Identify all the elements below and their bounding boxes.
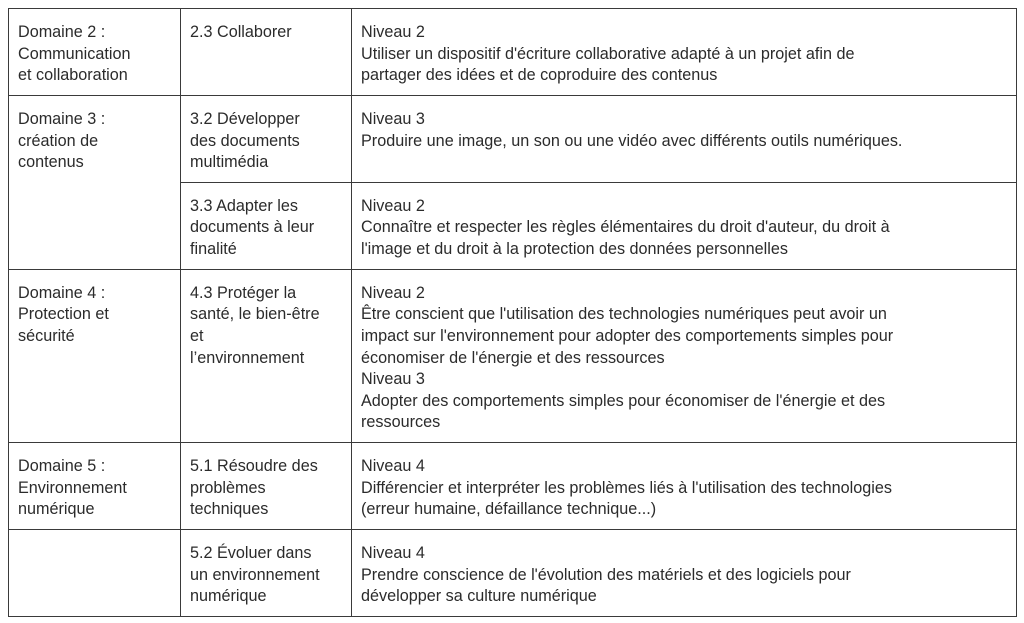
- competence-text: 3.3 Adapter les: [190, 196, 298, 215]
- competence-cell: [181, 182, 352, 269]
- table-row: [9, 269, 1017, 442]
- table-row: [9, 96, 1017, 183]
- competence-text: l’environnement: [190, 348, 305, 367]
- competence-text: techniques: [190, 500, 269, 519]
- description-text: impact sur l'environnement pour adopter des comportements simples pour: [361, 326, 894, 345]
- level-label: Niveau 4: [361, 543, 425, 562]
- competence-text: 5.1 Résoudre des: [190, 456, 318, 475]
- competence-cell: [181, 442, 352, 529]
- description-text: Être conscient que l'utilisation des technologies numériques peut avoir un: [361, 305, 887, 324]
- domain-text: et collaboration: [18, 66, 128, 85]
- competence-cell: [181, 9, 352, 96]
- level-label: Niveau 3: [361, 110, 425, 128]
- table-row: [9, 9, 1017, 96]
- description-cell: [352, 9, 1017, 96]
- domain-text: numérique: [18, 500, 95, 519]
- competence-text: finalité: [190, 239, 237, 258]
- description-text: Connaître et respecter les règles élémentaires du droit d'auteur, du droit à: [361, 218, 890, 237]
- description-text: Différencier et interpréter les problèmes liés à l'utilisation des technologies: [361, 478, 892, 497]
- description-cell: [352, 96, 1017, 183]
- table-row: [9, 442, 1017, 529]
- description-text: Produire une image, un son ou une vidéo avec différents outils numériques.: [361, 131, 903, 150]
- description-text: Prendre conscience de l'évolution des matériels et des logiciels pour: [361, 565, 851, 584]
- description-text: Adopter des comportements simples pour économiser de l'énergie et des: [361, 391, 886, 410]
- competence-text: 5.2 Évoluer dans: [190, 543, 312, 562]
- domain-cell: [9, 269, 181, 442]
- competence-text: problèmes: [190, 478, 266, 497]
- domain-text: Domaine 3 :: [18, 110, 106, 128]
- competence-text: 4.3 Protéger la: [190, 283, 297, 302]
- level-label: Niveau 4: [361, 456, 425, 475]
- description-text: partager des idées et de coproduire des contenus: [361, 66, 718, 85]
- competence-text: multimédia: [190, 153, 269, 172]
- competency-table: [8, 8, 1017, 617]
- domain-cell: [9, 96, 181, 270]
- description-cell: [352, 529, 1017, 616]
- domain-text: contenus: [18, 153, 84, 172]
- domain-text: Domaine 2 :: [18, 23, 106, 41]
- domain-cell: [9, 9, 181, 96]
- description-cell: [352, 269, 1017, 442]
- level-label: Niveau 2: [361, 23, 425, 41]
- level-label: Niveau 2: [361, 196, 425, 215]
- domain-cell: [9, 442, 181, 529]
- competence-cell: [181, 96, 352, 183]
- competence-text: et: [190, 326, 204, 345]
- domain-text: Domaine 5 :: [18, 456, 106, 475]
- competence-text: 2.3 Collaborer: [190, 23, 292, 41]
- domain-text: sécurité: [18, 326, 75, 345]
- competence-text: santé, le bien-être: [190, 305, 320, 324]
- competence-cell: [181, 529, 352, 616]
- description-cell: [352, 442, 1017, 529]
- domain-text: Domaine 4 :: [18, 283, 106, 302]
- description-text: développer sa culture numérique: [361, 587, 597, 606]
- competence-cell: [181, 269, 352, 442]
- description-text: Utiliser un dispositif d'écriture collaborative adapté à un projet afin de: [361, 44, 855, 63]
- level-label: Niveau 2: [361, 283, 425, 302]
- description-text: ressources: [361, 413, 441, 432]
- competence-text: un environnement: [190, 565, 320, 584]
- domain-text: Protection et: [18, 305, 109, 324]
- table-row: [9, 529, 1017, 616]
- description-text: l'image et du droit à la protection des données personnelles: [361, 239, 788, 258]
- description-text: économiser de l'énergie et des ressources: [361, 348, 665, 367]
- description-text: (erreur humaine, défaillance technique...): [361, 500, 657, 519]
- competence-text: documents à leur: [190, 218, 315, 237]
- domain-text: Communication: [18, 44, 131, 63]
- competence-text: des documents: [190, 131, 300, 150]
- domain-text: Environnement: [18, 478, 127, 497]
- competence-text: numérique: [190, 587, 267, 606]
- domain-text: création de: [18, 131, 99, 150]
- level-label: Niveau 3: [361, 370, 425, 389]
- description-cell: [352, 182, 1017, 269]
- domain-cell-empty: [9, 529, 181, 616]
- competence-text: 3.2 Développer: [190, 110, 300, 128]
